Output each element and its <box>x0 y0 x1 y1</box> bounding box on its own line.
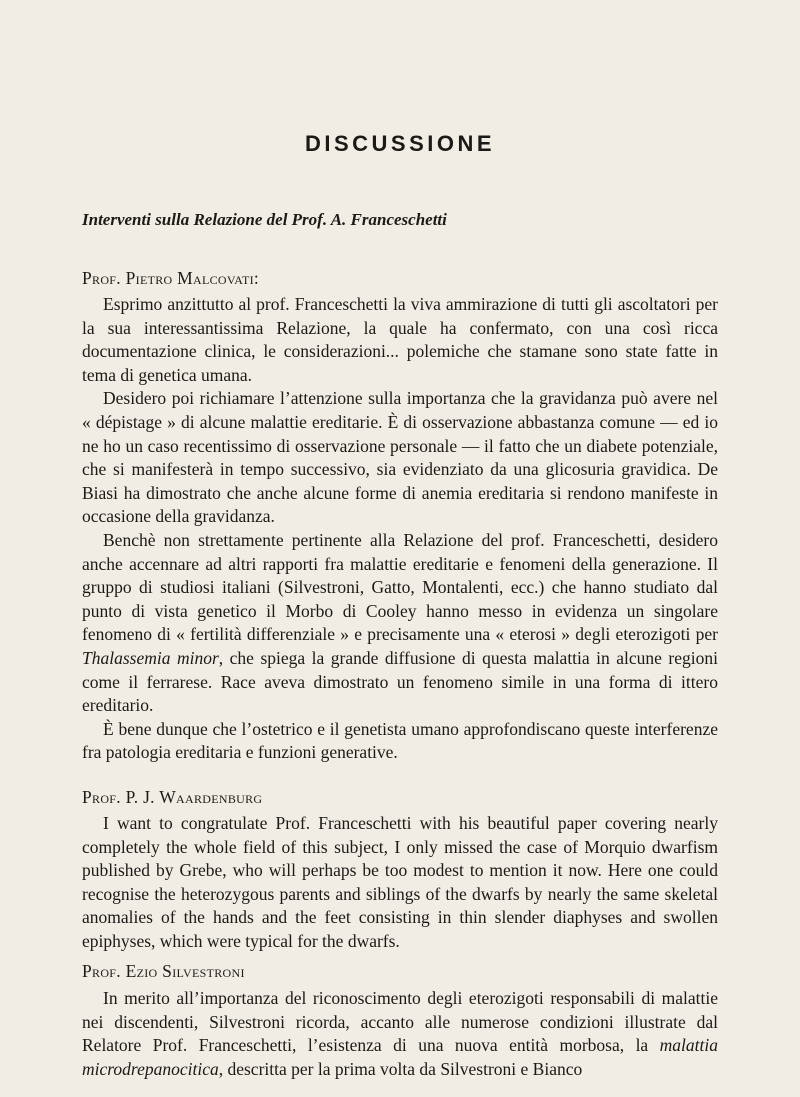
page-title: DISCUSSIONE <box>304 131 496 156</box>
intervention-malcovati <box>82 293 718 765</box>
speaker-waardenburg: Prof. P. J. Waardenburg <box>82 787 263 807</box>
intervention-waardenburg <box>82 812 718 954</box>
paragraph: È bene dunque che l’ostetrico e il genetista umano approfondiscano queste interferenze fra patologia ereditaria e funzioni generative. <box>82 718 718 763</box>
italic-term: malattia microdrepanocitica <box>82 1035 718 1079</box>
paragraph <box>82 529 718 718</box>
italic-term: Thalassemia minor <box>82 647 219 668</box>
paragraph: Desidero poi richiamare l’attenzione sulla importanza che la gravidanza può avere nel « dépistage » di alcune malattie ereditarie. È di osservazione abbastanza comune — ed io ne ho un caso recentissimo di osservazione personale — il fatto che un diabete potenziale, che si manifesterà in tempo successivo, sia evidenziato da una glicosuria gravidica. De Biasi ha dimostrato che anche alcune forme di anemia ereditaria si rendono manifeste in occasione della gravidanza. <box>82 388 718 527</box>
paragraph: Esprimo anzittutto al prof. Franceschetti la viva ammirazione di tutti gli ascoltatori per la sua interessantissima Relazione, la quale ha confermato, con una così ricca documentazione clinica, le considerazioni... polemiche che stamane sono state fatte in tema di genetica umana. <box>82 294 718 385</box>
paragraph <box>82 987 718 1081</box>
paragraph-text: In merito all’importanza del riconoscimento degli eterozigoti responsabili di malattie nei discendenti, Silvestroni ricorda, accanto alle numerose condizioni illustrate dal Relatore Prof. Franceschetti, l’esistenza di una nuova entità morbosa, la <box>82 988 718 1056</box>
paragraph-text: Benchè non strettamente pertinente alla Relazione del prof. Franceschetti, desidero anche accennare ad altri rapporti fra malattie ereditarie e fenomeni della generazione. Il gruppo di studiosi italiani (Silvestroni, Gatto, Montalenti, ecc.) che hanno studiato dal punto di vista genetico il Morbo di Cooley hanno messo in evidenza un singolare fenomeno di « fertilità differenziale » e precisamente una « eterosi » degli eterozigoti per <box>82 529 718 645</box>
speaker-malcovati: Prof. Pietro Malcovati: <box>82 268 260 288</box>
paragraph-text: , che spiega la grande diffusione di questa malattia in alcune regioni come il ferrarese. Race aveva dimostrato un fenomeno simile in una forma di ittero ereditario. <box>82 647 719 716</box>
paragraph-text: , descritta per la prima volta da Silvestroni e Bianco <box>218 1058 583 1079</box>
intervention-silvestroni <box>82 987 718 1081</box>
section-subtitle: Interventi sulla Relazione del Prof. A. Franceschetti <box>82 210 447 229</box>
speaker-silvestroni: Prof. Ezio Silvestroni <box>82 961 245 981</box>
paragraph: I want to congratulate Prof. Franceschetti with his beautiful paper covering nearly completely the whole field of this subject, I only missed the case of Morquio dwarfism published by Grebe, who will perhaps be too modest to mention it now. Here one could recognise the heterozygous parents and siblings of the dwarfs by nearly the same skeletal anomalies of the hands and the feet consisting in thin slender diaphyses and swollen epiphyses, which were typical for the dwarfs. <box>82 813 718 951</box>
